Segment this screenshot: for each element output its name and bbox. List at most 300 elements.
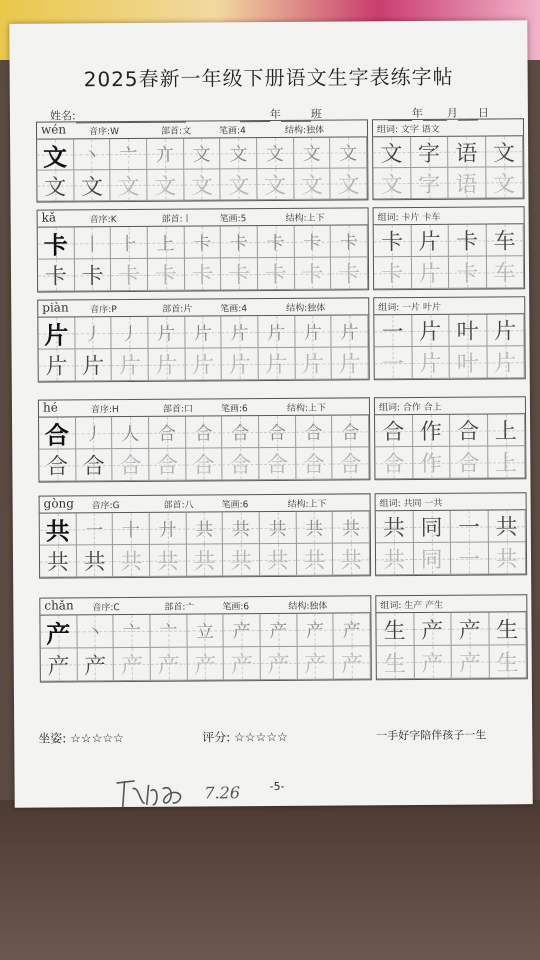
stroke-step-cell [184, 138, 221, 169]
word-cell [488, 510, 526, 542]
score-rating: 评分: ☆☆☆☆☆ [202, 729, 288, 745]
cell-character: 共 [195, 518, 214, 541]
cell-character: 上 [156, 233, 175, 255]
cell-character: 人 [121, 423, 140, 445]
stroke-step-cell [76, 513, 113, 545]
cell-character: 同 [420, 515, 443, 541]
cell-character: 卡 [191, 263, 214, 289]
word-cell [411, 225, 449, 257]
stroke-step-cell [114, 615, 151, 648]
cell-character: 共 [268, 518, 287, 540]
stroke-practice-box [37, 207, 370, 292]
word-trace-cell [414, 646, 452, 679]
cell-character: 文 [380, 172, 403, 198]
cell-character: 卡 [301, 262, 324, 288]
word-practice-box [373, 296, 526, 380]
trace-cell [185, 348, 222, 380]
cell-character: 文 [339, 143, 358, 165]
cell-character: 片 [193, 322, 212, 345]
cell-character: 产 [304, 652, 327, 678]
cell-character: 一 [381, 352, 404, 378]
word-cell [376, 511, 414, 543]
cell-character: 片 [302, 352, 325, 378]
trace-cell [111, 259, 148, 291]
character-row [37, 296, 521, 380]
stroke-step-cell [258, 316, 295, 348]
stroke-step-cell [332, 315, 369, 347]
cell-character: 卡 [264, 262, 287, 289]
cell-character: 文 [337, 172, 360, 199]
words-grid [376, 612, 526, 679]
row-strokes: 笔画:6 [220, 404, 248, 415]
word-cell [376, 613, 414, 646]
word-cell [413, 511, 451, 543]
cell-character: 片 [418, 261, 441, 287]
cell-character: 共 [46, 550, 69, 576]
stroke-step-cell [112, 317, 149, 349]
words-label: 组词: 生产 产生 [380, 600, 444, 612]
row-structure: 结构:独体 [286, 303, 326, 314]
cell-character: 共 [231, 518, 251, 540]
cell-character: 叶 [456, 351, 479, 377]
cell-character: 合 [192, 453, 215, 479]
stroke-step-cell [147, 139, 184, 170]
cell-character: 片 [44, 320, 69, 350]
background-table [0, 800, 540, 960]
cell-character: 产 [421, 618, 444, 644]
cell-character: 合 [229, 453, 252, 479]
cell-character: 合 [156, 453, 179, 479]
cell-character: 产 [230, 652, 254, 678]
practice-grid [37, 137, 367, 201]
trace-cell [150, 545, 187, 577]
row-pinyin: kǎ [41, 210, 57, 225]
row-pinyin: piàn [42, 300, 69, 315]
cell-character: 合 [304, 422, 323, 444]
row-structure: 结构:上下 [287, 499, 327, 510]
page-number: -5- [269, 779, 285, 794]
trace-cell [185, 258, 222, 290]
cell-character: 片 [340, 321, 359, 344]
cell-character: 卡 [303, 232, 322, 254]
row-strokes: 笔画:6 [222, 602, 250, 613]
stroke-step-cell [110, 139, 147, 170]
worksheet-page [9, 20, 532, 808]
cell-character: 产 [47, 653, 70, 680]
cell-character: 产 [232, 621, 251, 643]
cell-character: 片 [230, 322, 249, 344]
cell-character: 产 [84, 653, 107, 679]
cell-character: 共 [230, 549, 253, 575]
word-trace-cell [488, 446, 526, 478]
cell-character: 片 [419, 319, 442, 345]
cell-character: 丿 [84, 423, 103, 445]
stroke-step-cell [76, 417, 113, 449]
word-trace-cell [449, 256, 487, 288]
cell-character: 字 [417, 141, 441, 167]
cell-character: 卡 [456, 261, 479, 287]
cell-character: 共 [382, 516, 406, 542]
word-practice-box [372, 118, 525, 200]
model-character [38, 317, 75, 349]
slogan: 一手好字陪伴孩子一生 [376, 728, 487, 743]
cell-character: 丨 [83, 233, 102, 255]
word-cell [449, 224, 487, 256]
row-radical: 部首:亠 [164, 602, 195, 613]
cell-character: 亠 [122, 621, 141, 644]
trace-cell [149, 349, 186, 381]
trace-cell [74, 170, 111, 201]
date-month-label: 月 [446, 106, 458, 120]
word-cell [413, 415, 451, 447]
cell-character: 片 [267, 322, 286, 344]
stroke-step-cell [149, 417, 186, 449]
stroke-step-cell [296, 512, 333, 544]
row-order: 音序:G [91, 501, 120, 512]
row-strokes: 笔画:4 [220, 304, 248, 315]
model-character [40, 513, 77, 545]
cell-character: 丿 [83, 323, 102, 345]
cell-character: 片 [45, 354, 68, 380]
word-trace-cell [375, 447, 413, 479]
stroke-step-cell [187, 614, 224, 647]
cell-character: 卡 [381, 262, 404, 288]
cell-character: 同 [420, 547, 443, 573]
cell-character: 片 [228, 353, 251, 379]
cell-character: 片 [494, 319, 517, 345]
character-row [38, 396, 522, 480]
cell-character: 片 [192, 353, 215, 379]
trace-cell [111, 170, 148, 201]
trace-cell [297, 647, 334, 680]
trace-cell [112, 349, 149, 381]
trace-cell [261, 647, 298, 680]
trace-cell [77, 545, 114, 577]
row-radical: 部首:口 [162, 404, 194, 415]
words-label: 组词: 合作 合上 [378, 402, 442, 414]
row-structure: 结构:上下 [285, 213, 325, 224]
cell-character: 卡 [380, 230, 404, 256]
word-trace-cell [451, 542, 489, 574]
cell-character: 片 [82, 354, 105, 380]
year-label: 年 [269, 107, 281, 122]
model-character [39, 417, 76, 449]
words-header [375, 397, 525, 415]
trace-cell [184, 169, 221, 200]
stroke-step-cell [224, 614, 261, 647]
stroke-step-cell [220, 138, 257, 169]
trace-cell [223, 448, 260, 480]
cell-character: 合 [46, 454, 69, 480]
cell-character: 文 [264, 173, 287, 199]
stroke-step-cell [186, 512, 223, 544]
cell-character: 合 [457, 419, 480, 445]
stroke-step-cell [150, 513, 187, 545]
cell-character: 合 [382, 452, 405, 478]
word-trace-cell [448, 167, 486, 198]
word-cell [412, 315, 450, 347]
cell-character: 卡 [81, 264, 104, 290]
word-practice-box [374, 396, 527, 480]
character-row [37, 206, 521, 290]
trace-cell [77, 648, 114, 681]
cell-character: 卡 [228, 263, 251, 289]
row-order: 音序:P [90, 305, 117, 316]
word-cell [375, 415, 413, 447]
word-trace-cell [411, 257, 449, 289]
stroke-step-cell [294, 138, 331, 169]
cell-character: 产 [458, 618, 481, 644]
word-trace-cell [412, 347, 450, 379]
character-row [39, 594, 523, 680]
cell-character: 廾 [158, 519, 177, 541]
cell-character: 亠 [159, 621, 178, 643]
cell-character: 一 [381, 320, 404, 346]
handwritten-signature [115, 774, 241, 816]
cell-character: 卡 [229, 232, 249, 254]
words-grid [374, 314, 524, 379]
word-cell [448, 136, 486, 167]
words-header [373, 119, 523, 137]
cell-character: 立 [195, 621, 215, 643]
trace-cell [259, 448, 296, 480]
word-cell [487, 314, 525, 346]
word-cell [374, 315, 412, 347]
cell-character: 生 [496, 650, 519, 676]
cell-character: 合 [266, 452, 289, 479]
cell-character: 车 [493, 261, 516, 287]
stroke-step-cell [332, 415, 369, 447]
word-trace-cell [411, 168, 449, 199]
stroke-step-cell [295, 316, 332, 348]
cell-character: 卡 [44, 264, 67, 290]
row-structure: 结构:上下 [286, 403, 327, 414]
trace-cell [295, 348, 332, 380]
words-header [374, 297, 524, 315]
trace-cell [294, 169, 331, 200]
stroke-step-cell [184, 226, 221, 258]
word-trace-cell [413, 447, 451, 479]
cell-character: 卡 [154, 263, 177, 289]
words-label: 组词: 共同 一共 [379, 498, 443, 510]
row-radical: 部首:丨 [161, 214, 192, 225]
cell-character: 合 [457, 451, 480, 477]
stroke-step-cell [185, 316, 222, 348]
cell-character: 产 [305, 620, 325, 642]
words-grid [373, 136, 523, 199]
cell-character: 文 [117, 174, 140, 200]
word-trace-cell [450, 446, 488, 478]
trace-cell [37, 170, 74, 201]
words-header [374, 207, 524, 225]
trace-cell [221, 258, 258, 290]
stroke-step-cell [333, 511, 370, 543]
stroke-step-cell [221, 226, 258, 258]
trace-cell [76, 449, 113, 481]
trace-cell [224, 647, 261, 680]
date-day-label: 日 [477, 106, 489, 120]
class-label: 班 [310, 107, 322, 121]
cell-character: 卡 [43, 230, 68, 260]
cell-character: 亣 [155, 144, 175, 166]
words-grid [374, 224, 524, 289]
cell-character: 合 [302, 452, 325, 478]
cell-character: 文 [44, 174, 67, 201]
cell-character: 共 [340, 548, 363, 574]
word-trace-cell [374, 257, 412, 289]
trace-cell [75, 259, 112, 291]
word-cell [449, 314, 487, 346]
cell-character: 合 [231, 422, 250, 444]
trace-cell [260, 544, 297, 576]
stroke-practice-box [36, 119, 369, 202]
trace-cell [40, 545, 77, 577]
trace-cell [331, 168, 368, 199]
cell-character: 片 [494, 351, 517, 377]
stroke-step-cell [77, 615, 114, 648]
cell-character: 合 [157, 423, 177, 445]
trace-cell [295, 258, 332, 290]
word-cell [486, 224, 524, 256]
cell-character: 产 [267, 652, 290, 678]
stroke-step-cell [297, 614, 334, 647]
trace-cell [259, 348, 296, 380]
cell-character: 一 [458, 547, 481, 573]
words-label: 组词: 文字 语文 [376, 124, 440, 136]
cell-character: 产 [340, 651, 364, 678]
cell-character: 产 [269, 620, 288, 643]
trace-cell [41, 648, 78, 681]
trace-cell [147, 170, 184, 201]
stroke-practice-box [39, 493, 372, 578]
practice-grid [40, 511, 370, 577]
trace-cell [331, 257, 368, 289]
word-trace-cell [487, 346, 525, 378]
trace-cell [114, 648, 151, 681]
cell-character: 十 [121, 519, 141, 541]
cell-character: 生 [496, 617, 519, 643]
cell-character: 文 [380, 141, 403, 167]
trace-cell [258, 258, 295, 290]
cell-character: 上 [495, 451, 518, 477]
cell-character: 语 [455, 141, 478, 167]
cell-character: 共 [266, 548, 289, 575]
cell-character: 文 [192, 144, 211, 166]
cell-character: 合 [194, 422, 213, 445]
row-strokes: 笔画:4 [218, 126, 246, 137]
cell-character: 文 [492, 140, 516, 166]
cell-character: 一 [85, 519, 104, 541]
row-pinyin: chǎn [44, 598, 74, 613]
name-label: 姓名: [49, 109, 76, 123]
cell-character: 亠 [119, 144, 138, 167]
date-year-label: 年 [411, 106, 423, 121]
cell-character: 作 [419, 419, 442, 445]
word-cell [451, 510, 489, 542]
practice-grid [39, 415, 369, 481]
cell-character: 产 [46, 618, 71, 649]
row-order: 音序:W [88, 127, 120, 138]
cell-character: 文 [190, 173, 213, 200]
row-structure: 结构:独体 [284, 125, 325, 136]
word-trace-cell [486, 167, 524, 198]
cell-character: 合 [339, 452, 362, 478]
stroke-step-cell [331, 225, 368, 257]
word-practice-box [375, 594, 528, 680]
trace-cell [186, 448, 223, 480]
stroke-step-cell [111, 227, 148, 259]
trace-cell [332, 347, 369, 379]
cell-character: 产 [342, 620, 361, 642]
signature-scribble [115, 775, 195, 812]
model-character [38, 227, 75, 259]
cell-character: 合 [341, 421, 360, 444]
cell-character: 卡 [193, 232, 212, 255]
cell-character: 产 [458, 651, 482, 677]
cell-character: 共 [341, 517, 361, 540]
word-trace-cell [452, 645, 490, 678]
trace-cell [297, 544, 334, 576]
trace-cell [75, 349, 112, 381]
stroke-step-cell [74, 139, 111, 170]
stroke-step-cell [330, 137, 367, 168]
trace-cell [223, 544, 260, 576]
cell-character: 共 [156, 549, 179, 575]
cell-character: 片 [419, 351, 442, 377]
cell-character: 丿 [120, 323, 139, 345]
row-radical: 部首:片 [162, 304, 193, 315]
cell-character: 片 [418, 229, 441, 255]
word-trace-cell [376, 543, 414, 575]
cell-character: 卡 [455, 229, 479, 255]
trace-cell [113, 449, 150, 481]
cell-character: ⺊ [119, 233, 139, 255]
practice-grid [38, 225, 368, 291]
posture-rating: 坐姿: ☆☆☆☆☆ [38, 731, 124, 746]
words-grid [375, 414, 525, 479]
cell-character: 共 [83, 550, 106, 576]
cell-character: 上 [494, 419, 517, 445]
row-radical: 部首:八 [163, 500, 194, 511]
model-character [40, 615, 77, 648]
cell-character: 丶 [85, 622, 105, 644]
cell-character: 文 [229, 144, 248, 166]
cell-character: 文 [42, 141, 68, 172]
cell-character: 片 [157, 323, 176, 345]
cell-character: 丶 [82, 145, 101, 167]
cell-character: 文 [80, 174, 103, 200]
words-header [376, 595, 526, 613]
word-trace-cell [413, 543, 451, 575]
cell-character: 合 [82, 454, 105, 480]
stroke-step-cell [148, 227, 185, 259]
stroke-step-cell [260, 512, 297, 544]
trace-cell [333, 447, 370, 479]
model-character [37, 139, 74, 170]
word-trace-cell [377, 646, 415, 679]
cell-character: 文 [493, 171, 516, 197]
cell-character: 字 [418, 172, 441, 198]
cell-character: 文 [227, 173, 250, 199]
row-pinyin: gòng [43, 496, 74, 511]
stroke-step-cell [259, 416, 296, 448]
cell-character: 产 [120, 653, 144, 679]
trace-cell [221, 169, 258, 200]
word-trace-cell [373, 168, 411, 199]
word-cell [486, 136, 524, 167]
cell-character: 共 [193, 549, 216, 575]
cell-character: 合 [267, 422, 287, 444]
